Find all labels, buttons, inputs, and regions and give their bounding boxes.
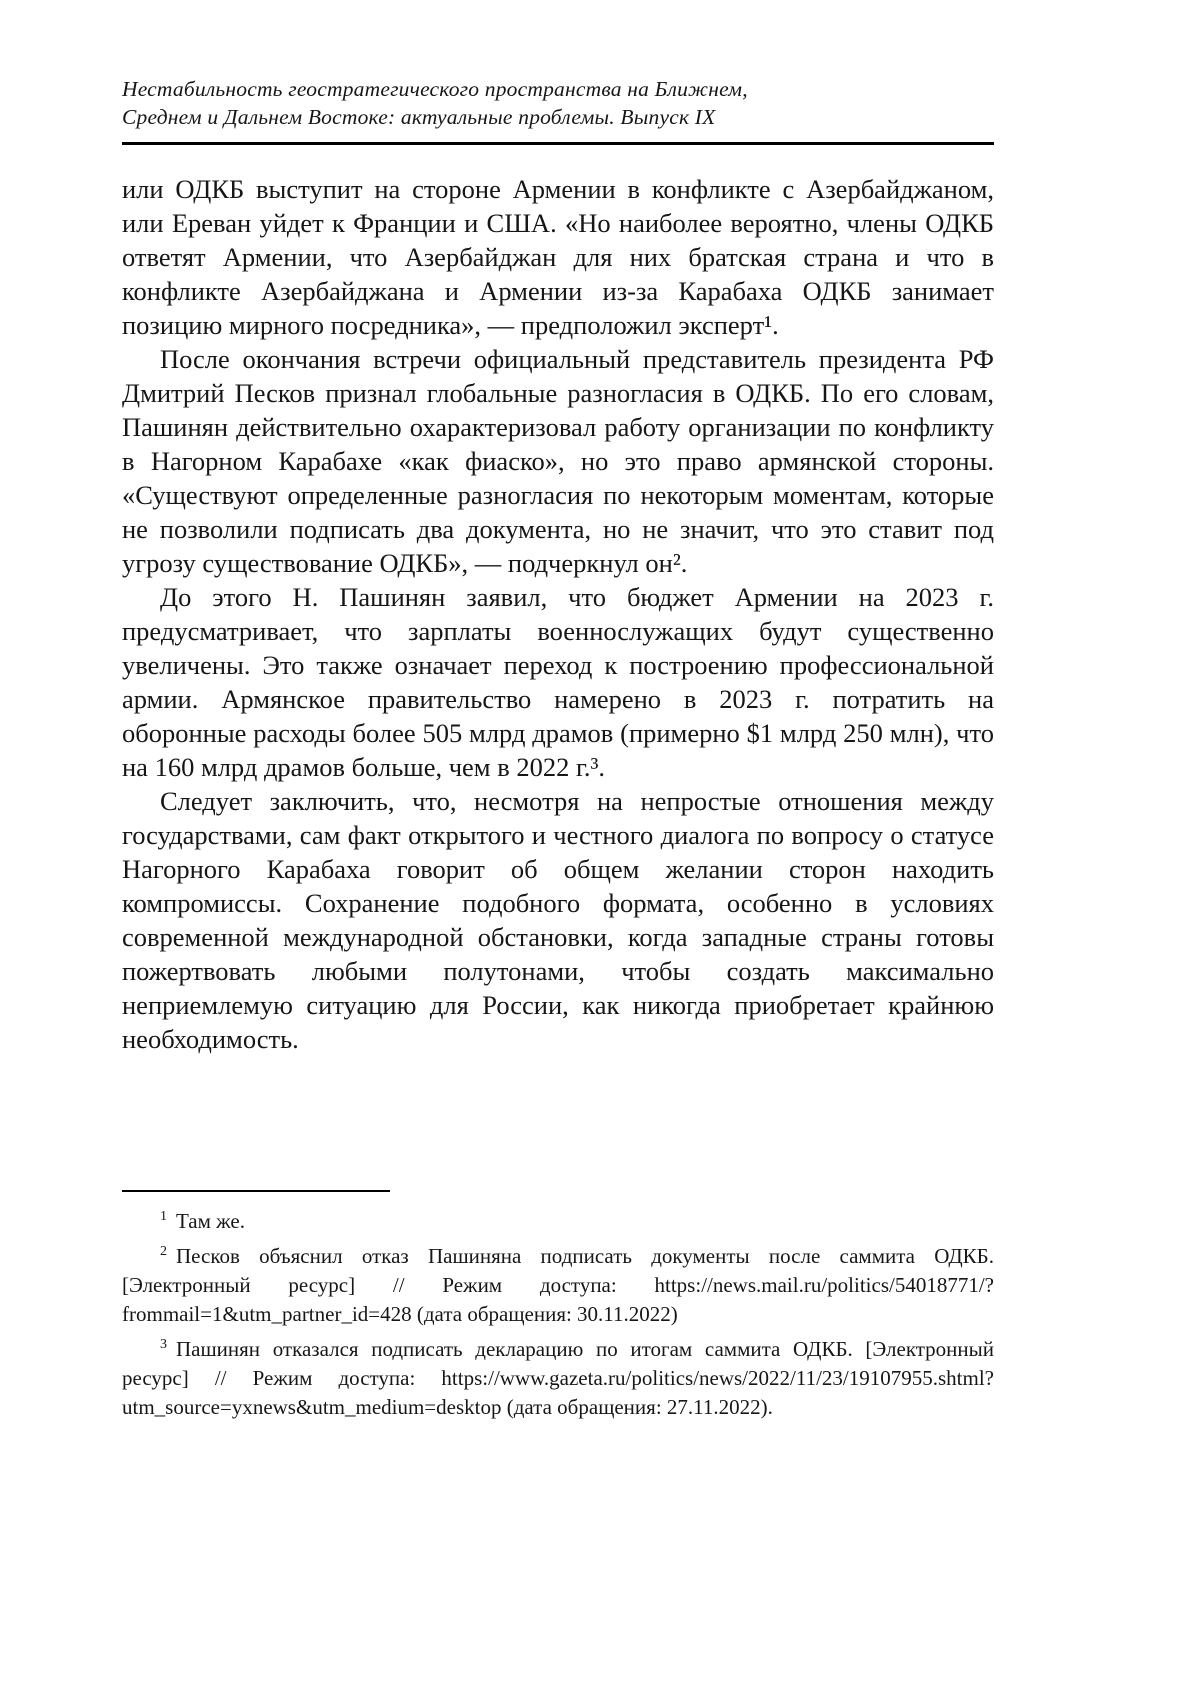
paragraph-4: Следует заключить, что, несмотря на непростые отношения между государствами, сам факт открытого и честного диалога по вопросу о статусе Нагорного Карабаха говорит об общем желании сторон находить компромиссы. Сохранение подобного формата, особенно в условиях современной международной обстановки, когда западные страны готовы пожертвовать любыми полутонами, чтобы создать максимально неприемлемую ситуацию для России, как никогда приобретает крайнюю необходимость. (122, 786, 994, 1054)
paragraph-3: До этого Н. Пашинян заявил, что бюджет Армении на 2023 г. предусматривает, что зарплаты военнослужащих будут существенно увеличены. Это также означает переход к построению профессиональной армии. Армянское правительство намерено в 2023 г. потратить на оборонные расходы более 505 млрд драмов (примерно $1 млрд 250 млн), что на 160 млрд драмов больше, чем в 2022 г.³. (122, 582, 994, 782)
header-line-1: Нестабильность геостратегического пространства на Ближнем, (122, 77, 748, 101)
page-body (122, 172, 994, 1056)
footnote-separator (122, 1190, 390, 1192)
footnote-1-text: Там же. (176, 1209, 245, 1233)
footnote-2-text: Песков объяснил отказ Пашиняна подписать документы после саммита ОДКБ. [Электронный ресурс] // Режим доступа: https://news.mail.ru/politics/54018771/?frommail=1&utm_partner_id=428 (дата обращения: 30.11.2022) (122, 1244, 994, 1326)
footnotes-section (122, 1190, 994, 1428)
running-header (122, 75, 994, 145)
paragraph-2: После окончания встречи официальный представитель президента РФ Дмитрий Песков признал глобальные разногласия в ОДКБ. По его словам, Пашинян действительно охарактеризовал работу организации по конфликту в Нагорном Карабахе «как фиаско», но это право армянской стороны. «Существуют определенные разногласия по некоторым моментам, которые не позволили подписать два документа, но не значит, что это ставит под угрозу существование ОДКБ», — подчеркнул он². (122, 344, 994, 578)
footnote-2 (122, 1242, 994, 1329)
footnote-3 (122, 1335, 994, 1422)
footnote-3-text: Пашинян отказался подписать декларацию по итогам саммита ОДКБ. [Электронный ресурс] // Режим доступа: https://www.gazeta.ru/politics/news/2022/11/23/19107955.shtml?utm_source=yxnews&utm_medium=desktop (дата обращения: 27.11.2022). (122, 1337, 994, 1419)
paragraph-1: или ОДКБ выступит на стороне Армении в конфликте с Азербайджаном, или Ереван уйдет к Франции и США. «Но наиболее вероятно, члены ОДКБ ответят Армении, что Азербайджан для них братская страна и что в конфликте Азербайджана и Армении из-за Карабаха ОДКБ занимает позицию мирного посредника», — предположил эксперт¹. (122, 174, 994, 340)
header-line-2: Среднем и Дальнем Востоке: актуальные проблемы. Выпуск IX (122, 105, 716, 129)
footnote-2-marker: 2 (160, 1244, 167, 1259)
footnote-1 (122, 1207, 994, 1236)
header-rule (122, 142, 994, 145)
footnote-3-marker: 3 (160, 1337, 167, 1352)
footnote-1-marker: 1 (160, 1209, 167, 1224)
